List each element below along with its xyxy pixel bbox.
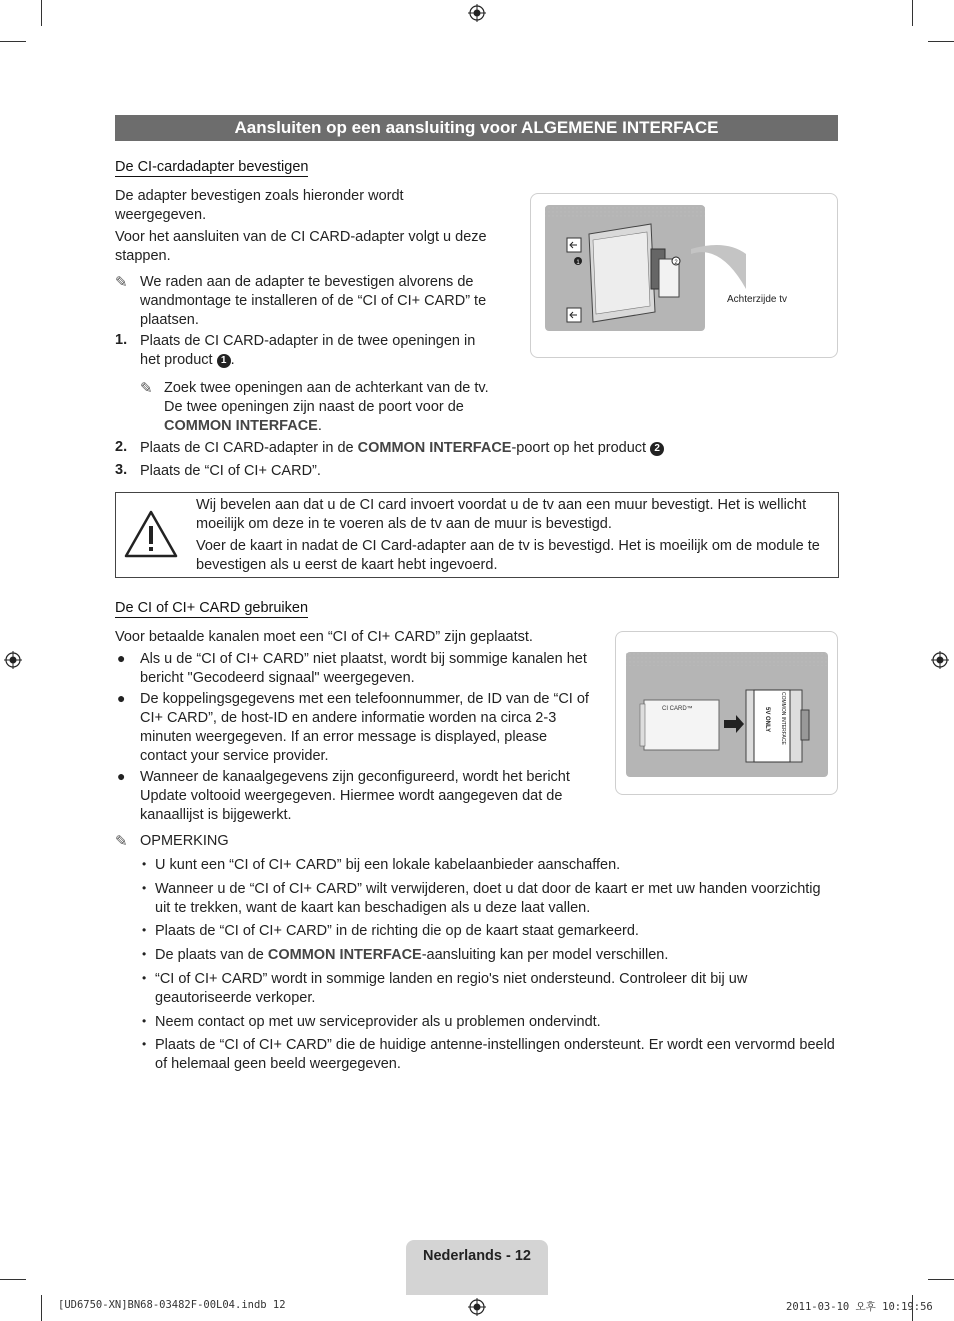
bullet-icon: ● <box>117 768 126 784</box>
step1-note-text: Zoek twee openingen aan de achterkant van de tv. De twee openingen zijn naast de poort voor de <box>164 380 489 415</box>
crop-mark <box>928 1279 954 1280</box>
marker-2-icon: 2 <box>650 442 664 456</box>
intro-text: De adapter bevestigen zoals hieronder wordt weergegeven. <box>115 188 404 223</box>
list-item: U kunt een “CI of CI+ CARD” bij een lokale kabelaanbieder aanschaffen. <box>155 857 621 873</box>
step-text <box>140 439 840 458</box>
step1-text: Plaats de CI CARD-adapter in de twee openingen in het product <box>140 333 476 368</box>
intro-text: Voor het aansluiten van de CI CARD-adapter volgt u deze stappen. <box>115 229 487 264</box>
step2-text-pre: Plaats de CI CARD-adapter in de <box>140 440 358 456</box>
intro-text: Voor betaalde kanalen moet een “CI of CI+ CARD” zijn geplaatst. <box>115 629 533 645</box>
figure-card <box>615 631 838 795</box>
note-pencil-icon: ✎ <box>115 274 128 291</box>
crop-mark <box>928 41 954 42</box>
bullet-icon: • <box>142 971 147 985</box>
marker-1-icon: 1 <box>217 354 231 368</box>
notes-heading: OPMERKING <box>140 833 229 849</box>
figure-marker-1-label: 1 <box>576 260 580 266</box>
crop-mark <box>0 41 26 42</box>
step-number: 1. <box>115 332 128 348</box>
bullet-icon: ● <box>117 690 126 706</box>
list-item: Plaats de “CI of CI+ CARD” in de richting die op de kaart staat gemarkeerd. <box>155 923 639 939</box>
list-item: Plaats de “CI of CI+ CARD” die de huidige antenne-instellingen ondersteunt. Er wordt een vervormd beeld of helemaal geen beeld weergegeven. <box>155 1037 835 1072</box>
warning-text: Wij bevelen aan dat u de CI card invoert voordat u de tv aan een muur bevestigt. Het is wellicht moeilijk om deze in te voeren als de tv aan de muur is bevestigd. <box>196 497 807 532</box>
bullet-icon: • <box>142 881 147 895</box>
list-item: “CI of CI+ CARD” wordt in sommige landen en regio's niet ondersteund. Controleer dit bij uw geautoriseerde verkoper. <box>155 971 748 1006</box>
list-item: Als u de “CI of CI+ CARD” niet plaatst, wordt bij sommige kanalen het bericht "Gecodeerd signaal" weergegeven. <box>140 651 587 686</box>
step2-text-post: -poort op het product <box>511 440 647 456</box>
registration-mark-icon <box>4 651 22 669</box>
print-timestamp: 2011-03-10 오후 10:19:56 <box>786 1301 933 1313</box>
warning-triangle-icon <box>123 509 179 559</box>
crop-mark <box>41 0 42 26</box>
crop-mark <box>912 0 913 26</box>
warning-text: Voer de kaart in nadat de CI Card-adapter aan de tv is bevestigd. Het is moeilijk om de module te bevestigen als u eerst de kaart hebt ingevoerd. <box>196 538 820 573</box>
bullet-icon: • <box>142 947 147 961</box>
crop-mark <box>41 1295 42 1321</box>
figure-card-label: CI CARD™ <box>662 706 693 712</box>
page-number: Nederlands - 12 <box>423 1248 531 1264</box>
registration-mark-icon <box>468 4 486 22</box>
registration-mark-icon <box>931 651 949 669</box>
list-item: Wanneer u de “CI of CI+ CARD” wilt verwijderen, doet u dat door de kaart er met uw handen voorzichtig uit te trekken, want de kaart kan beschadigen als u deze laat vallen. <box>155 881 821 916</box>
card-illustration <box>616 632 837 794</box>
common-interface-label: COMMON INTERFACE <box>267 947 422 963</box>
registration-mark-icon <box>468 1298 486 1316</box>
section-heading-adapter: De CI-cardadapter bevestigen <box>115 159 309 175</box>
file-info: [UD6750-XN]BN68-03482F-00L04.indb 12 <box>58 1299 286 1311</box>
figure-label-back: Achterzijde tv <box>727 294 788 305</box>
common-interface-label: COMMON INTERFACE <box>164 418 318 434</box>
note-pencil-icon: ✎ <box>140 380 153 397</box>
note-text: We raden aan de adapter te bevestigen alvorens de wandmontage te installeren of de “CI of CI+ CARD” te plaatsen. <box>140 274 487 328</box>
step-number: 2. <box>115 439 128 455</box>
bullet-icon: • <box>142 1014 147 1028</box>
bullet-icon: • <box>142 857 147 871</box>
section-heading-card: De CI of CI+ CARD gebruiken <box>115 600 309 616</box>
step-text: Plaats de CI CARD-adapter in de twee openingen in het product 1 . <box>140 333 476 368</box>
bullet-icon: ● <box>117 650 126 666</box>
note-pencil-icon: ✎ <box>115 833 128 850</box>
bullet-icon: • <box>142 923 147 937</box>
figure-module-label: COMMON INTERFACE <box>780 692 786 745</box>
note4-post: -aansluiting kan per model verschillen. <box>421 947 669 963</box>
page-number-tab <box>406 1240 548 1295</box>
note4-pre: De plaats van de <box>155 947 268 963</box>
step3-text: Plaats de “CI of CI+ CARD”. <box>140 463 321 479</box>
bullet-icon: • <box>142 1037 147 1051</box>
crop-mark <box>0 1279 26 1280</box>
common-interface-label: COMMON INTERFACE <box>357 440 512 456</box>
list-item: Wanneer de kanaalgegevens zijn geconfigureerd, wordt het bericht Update voltooid weergegeven. Hiermee wordt aangegeven dat de kanaallijst is bijgewerkt. <box>140 769 570 823</box>
figure-marker-2-label: 2 <box>674 260 678 266</box>
figure-adapter <box>530 193 838 358</box>
list-item: Neem contact op met uw serviceprovider als u problemen ondervindt. <box>155 1014 601 1030</box>
list-item: De koppelingsgegevens met een telefoonnummer, de ID van de “CI of CI+ CARD”, de host-ID en andere informatie worden na circa 2-3 minuten weergegeven. If an error message is displayed, please contact your service provider. <box>140 691 589 764</box>
step-number: 3. <box>115 462 128 478</box>
warning-box <box>115 492 839 578</box>
list-item <box>155 946 837 965</box>
adapter-illustration <box>531 194 837 357</box>
page-title: Aansluiten op een aansluiting voor ALGEMENE INTERFACE <box>115 115 838 141</box>
figure-module-label: 5V ONLY <box>764 707 770 733</box>
step1-note: Zoek twee openingen aan de achterkant van de tv. De twee openingen zijn naast de poort voor de COMMON INTERFACE. <box>164 380 489 434</box>
